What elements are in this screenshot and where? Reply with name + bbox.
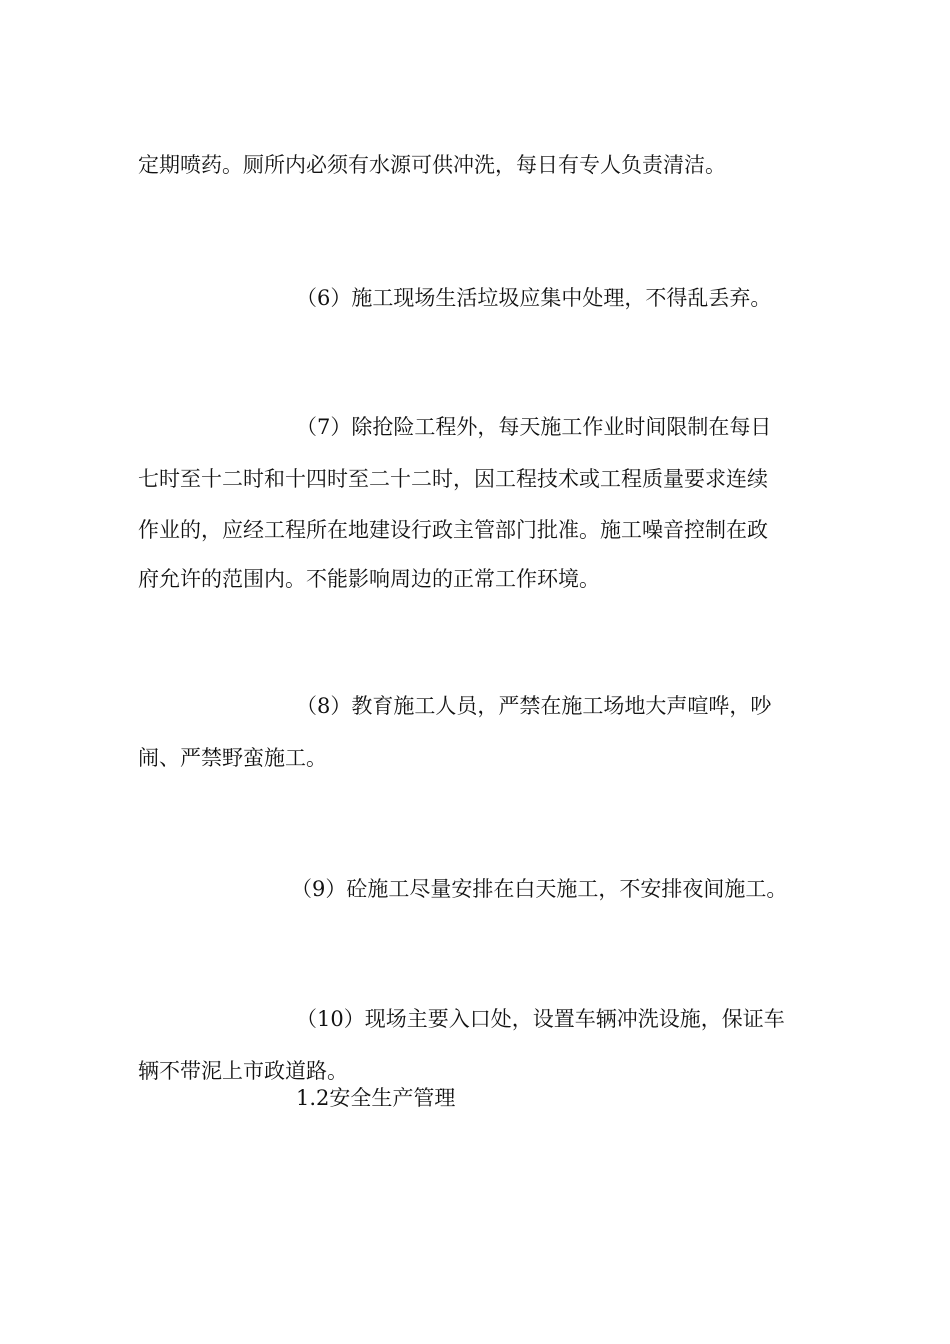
paragraph-line: 作业的，应经工程所在地建设行政主管部门批准。施工噪音控制在政 bbox=[138, 518, 768, 542]
paragraph-line: （6）施工现场生活垃圾应集中处理，不得乱丢弃。 bbox=[296, 286, 772, 310]
paragraph-line: （10）现场主要入口处，设置车辆冲洗设施，保证车 bbox=[296, 1007, 785, 1031]
paragraph-line: 七时至十二时和十四时至二十二时，因工程技术或工程质量要求连续 bbox=[138, 467, 768, 491]
paragraph-line: （7）除抢险工程外，每天施工作业时间限制在每日 bbox=[296, 415, 772, 439]
paragraph-line: 府允许的范围内。不能影响周边的正常工作环境。 bbox=[138, 567, 600, 591]
paragraph-line: （8）教育施工人员，严禁在施工场地大声喧哗，吵 bbox=[296, 694, 772, 718]
paragraph-line: （9）砼施工尽量安排在白天施工，不安排夜间施工。 bbox=[291, 877, 788, 901]
paragraph-line: 辆不带泥上市政道路。 bbox=[138, 1059, 348, 1083]
section-heading: 1.2安全生产管理 bbox=[296, 1086, 456, 1110]
paragraph-line: 闹、严禁野蛮施工。 bbox=[138, 746, 327, 770]
paragraph-line: 定期喷药。厕所内必须有水源可供冲洗，每日有专人负责清洁。 bbox=[138, 153, 726, 177]
